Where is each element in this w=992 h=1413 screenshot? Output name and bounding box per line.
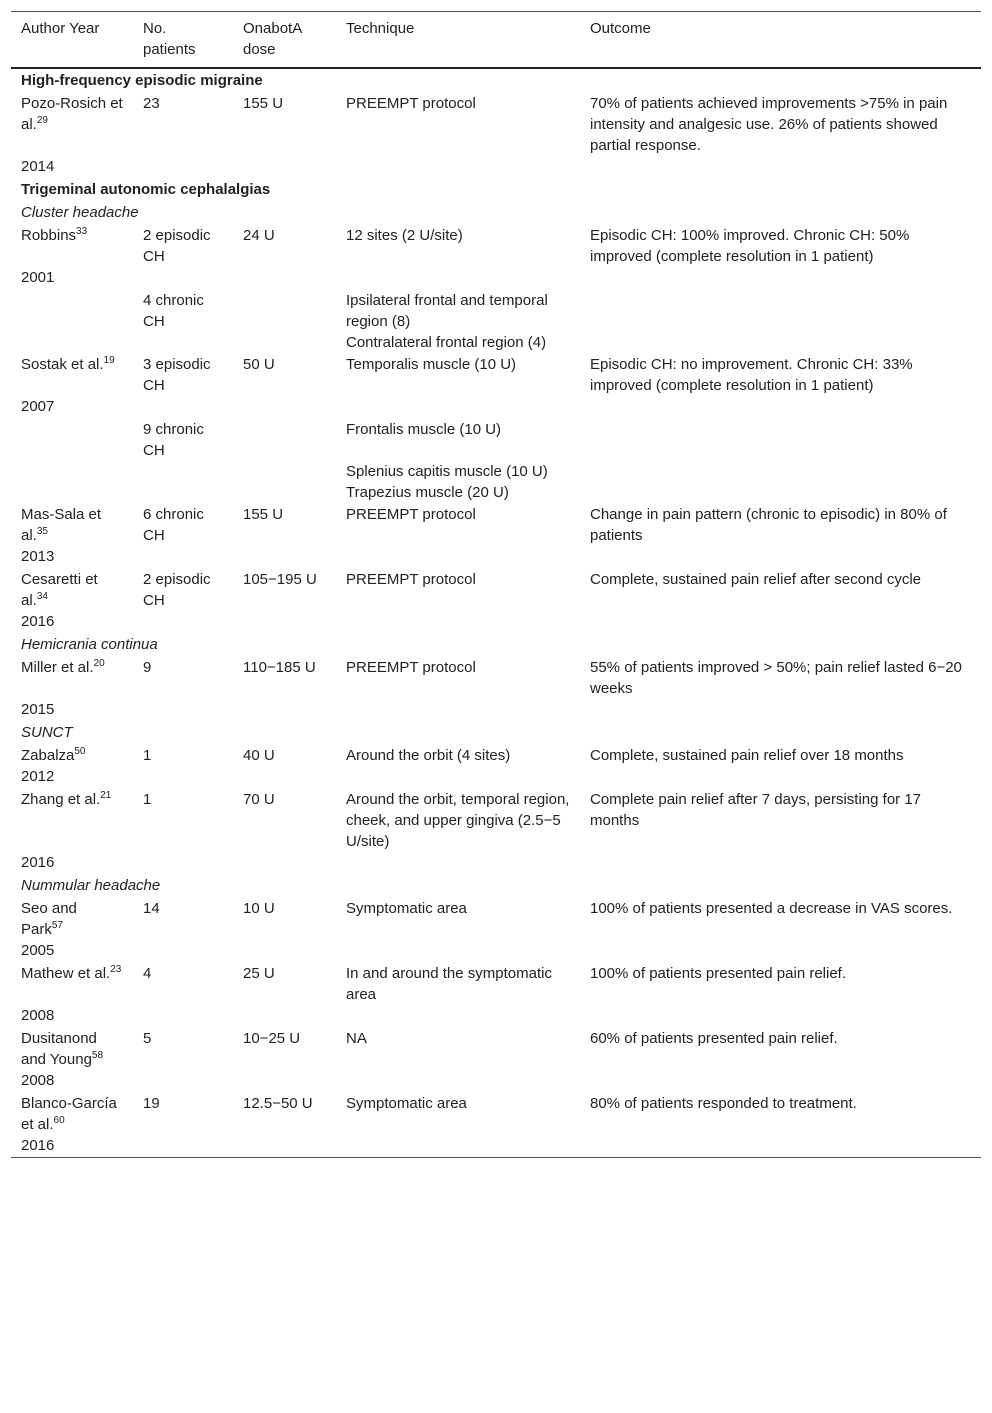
header-dose: OnabotA dose bbox=[233, 12, 336, 69]
cell-technique: Contralateral frontal region (4) bbox=[346, 334, 547, 351]
cell-patients: 1 bbox=[143, 747, 152, 764]
cell-patients: 6 chronic CH bbox=[143, 506, 204, 544]
header-author-year: Author Year bbox=[11, 12, 133, 69]
table-row-sostak-3 bbox=[11, 461, 981, 482]
cell-technique: Symptomatic area bbox=[346, 900, 467, 917]
author-name: Seo and Park bbox=[21, 900, 77, 938]
cell-year: 2008 bbox=[21, 1072, 55, 1089]
reference-number: 20 bbox=[93, 658, 105, 669]
author-name: Robbins bbox=[21, 227, 77, 244]
cell-technique: Around the orbit (4 sites) bbox=[346, 747, 511, 764]
table-row-seo bbox=[11, 897, 981, 940]
cell-patients: 3 episodic CH bbox=[143, 356, 211, 394]
cell-dose: 110−185 U bbox=[243, 659, 316, 676]
cell-patients: 14 bbox=[143, 900, 160, 917]
table-row-massala bbox=[11, 503, 981, 546]
table-row-pozo bbox=[11, 92, 981, 156]
table-row-miller-year bbox=[11, 699, 981, 721]
section-title: Trigeminal autonomic cephalalgias bbox=[21, 181, 271, 198]
cell-author bbox=[11, 92, 133, 156]
table-body bbox=[11, 68, 981, 1158]
cell-year: 2001 bbox=[21, 269, 55, 286]
cell-patients: 19 bbox=[143, 1095, 160, 1112]
author-name: Mas-Sala et al. bbox=[21, 506, 102, 544]
subsection-title: Hemicrania continua bbox=[21, 636, 158, 653]
cell-dose: 105−195 U bbox=[243, 571, 317, 588]
cell-author bbox=[11, 353, 133, 396]
cell-technique: In and around the symptomatic area bbox=[346, 965, 552, 1003]
cell-year: 2012 bbox=[21, 768, 55, 785]
cell-author bbox=[11, 568, 133, 611]
reference-number: 29 bbox=[36, 115, 48, 126]
cell-technique: PREEMPT protocol bbox=[346, 571, 476, 588]
cell-year: 2015 bbox=[21, 701, 55, 718]
table-row-robbins-2 bbox=[11, 289, 981, 332]
cell-outcome: 100% of patients presented pain relief. bbox=[590, 965, 847, 982]
cell-dose: 12.5−50 U bbox=[243, 1095, 313, 1112]
cell-technique: PREEMPT protocol bbox=[346, 506, 476, 523]
cell-outcome: Episodic CH: no improvement. Chronic CH: 33% improved (complete resolution in 1 patient) bbox=[590, 356, 913, 394]
table-row-sostak bbox=[11, 353, 981, 396]
table-row-seo-year bbox=[11, 940, 981, 962]
cell-dose: 155 U bbox=[243, 95, 284, 112]
reference-number: 33 bbox=[76, 226, 88, 237]
cell-outcome: Complete, sustained pain relief over 18 months bbox=[590, 747, 904, 764]
cell-technique: Trapezius muscle (20 U) bbox=[346, 484, 509, 501]
subsection-title: Cluster headache bbox=[21, 204, 139, 221]
author-name: Sostak et al. bbox=[21, 356, 104, 373]
cell-author bbox=[11, 1092, 133, 1135]
reference-number: 35 bbox=[36, 526, 48, 537]
cell-technique: Symptomatic area bbox=[346, 1095, 467, 1112]
cell-year: 2005 bbox=[21, 942, 55, 959]
subsection-title: SUNCT bbox=[21, 724, 73, 741]
table-row-blanco-year bbox=[11, 1135, 981, 1158]
cell-author bbox=[11, 744, 133, 766]
table-row-dusitanond bbox=[11, 1027, 981, 1070]
table-row-dusitanond-year bbox=[11, 1070, 981, 1092]
table-row-cesaretti bbox=[11, 568, 981, 611]
section-title: High-frequency episodic migraine bbox=[21, 72, 263, 89]
cell-outcome: 55% of patients improved > 50%; pain relief lasted 6−20 weeks bbox=[590, 659, 962, 697]
reference-number: 50 bbox=[74, 746, 86, 757]
cell-technique: Splenius capitis muscle (10 U) bbox=[346, 463, 548, 480]
cell-patients: 4 bbox=[143, 965, 152, 982]
table-row-zabalza-year bbox=[11, 766, 981, 788]
cell-dose: 70 U bbox=[243, 791, 275, 808]
reference-number: 60 bbox=[53, 1115, 65, 1126]
reference-number: 57 bbox=[51, 920, 63, 931]
cell-author bbox=[11, 788, 133, 852]
table-row-blanco bbox=[11, 1092, 981, 1135]
table-row-zhang bbox=[11, 788, 981, 852]
cell-patients: 4 chronic CH bbox=[143, 292, 204, 330]
reference-number: 58 bbox=[91, 1050, 104, 1061]
table-row-robbins-year bbox=[11, 267, 981, 289]
cell-outcome: Complete pain relief after 7 days, persisting for 17 months bbox=[590, 791, 922, 829]
table-row-massala-year bbox=[11, 546, 981, 568]
cell-outcome: Episodic CH: 100% improved. Chronic CH: 50% improved (complete resolution in 1 patient) bbox=[590, 227, 910, 265]
subsection-title: Nummular headache bbox=[21, 877, 161, 894]
table-header bbox=[11, 12, 981, 69]
cell-technique: Temporalis muscle (10 U) bbox=[346, 356, 517, 373]
cell-dose: 155 U bbox=[243, 506, 284, 523]
table-row-mathew bbox=[11, 962, 981, 1005]
cell-patients: 1 bbox=[143, 791, 152, 808]
cell-technique: NA bbox=[346, 1030, 367, 1047]
cell-author bbox=[11, 656, 133, 699]
header-row bbox=[11, 12, 981, 69]
table-row-pozo-year bbox=[11, 156, 981, 178]
cell-dose: 24 U bbox=[243, 227, 275, 244]
table-row-zhang-year bbox=[11, 852, 981, 874]
author-name: Pozo-Rosich et al. bbox=[21, 95, 123, 133]
cell-dose: 50 U bbox=[243, 356, 275, 373]
cell-technique: PREEMPT protocol bbox=[346, 659, 476, 676]
cell-outcome: 60% of patients presented pain relief. bbox=[590, 1030, 838, 1047]
cell-technique: Frontalis muscle (10 U) bbox=[346, 421, 502, 438]
cell-dose: 10−25 U bbox=[243, 1030, 301, 1047]
reference-number: 23 bbox=[110, 964, 122, 975]
table-row-miller bbox=[11, 656, 981, 699]
cell-outcome: Change in pain pattern (chronic to episodic) in 80% of patients bbox=[590, 506, 947, 544]
cell-outcome: 80% of patients responded to treatment. bbox=[590, 1095, 857, 1112]
cell-year: 2014 bbox=[21, 158, 55, 175]
cell-dose: 10 U bbox=[243, 900, 275, 917]
cell-author bbox=[11, 224, 133, 267]
table-row-mathew-year bbox=[11, 1005, 981, 1027]
author-name: Dusitanond and Young bbox=[21, 1030, 97, 1068]
cell-year: 2007 bbox=[21, 398, 55, 415]
cell-year: 2013 bbox=[21, 548, 55, 565]
cell-year: 2016 bbox=[11, 1135, 133, 1158]
cell-author bbox=[11, 962, 133, 1005]
table-row-cesaretti-year bbox=[11, 611, 981, 633]
table-container bbox=[11, 11, 981, 1158]
cell-year: 2008 bbox=[21, 1007, 55, 1024]
cell-technique: 12 sites (2 U/site) bbox=[346, 227, 463, 244]
table-row-zabalza bbox=[11, 744, 981, 766]
subsection-row-nummular bbox=[11, 874, 981, 897]
header-technique: Technique bbox=[336, 12, 580, 69]
subsection-row-cluster bbox=[11, 201, 981, 224]
cell-author bbox=[11, 1027, 133, 1070]
cell-patients: 2 episodic CH bbox=[143, 571, 211, 609]
cell-patients: 23 bbox=[143, 95, 160, 112]
cell-author bbox=[11, 897, 133, 940]
author-name: Zabalza bbox=[21, 747, 75, 764]
table-row-robbins bbox=[11, 224, 981, 267]
cell-patients: 9 bbox=[143, 659, 152, 676]
reference-number: 34 bbox=[36, 591, 48, 602]
cell-outcome: 100% of patients presented a decrease in VAS scores. bbox=[590, 900, 953, 917]
cell-year: 2016 bbox=[21, 613, 55, 630]
cell-dose: 25 U bbox=[243, 965, 275, 982]
table-row-sostak-4 bbox=[11, 482, 981, 503]
header-outcome: Outcome bbox=[580, 12, 981, 69]
onabota-studies-table bbox=[11, 11, 981, 1158]
header-no-patients: No. patients bbox=[133, 12, 233, 69]
cell-outcome: 70% of patients achieved improvements >75% in pain intensity and analgesic use. 26% of patients showed partial response. bbox=[590, 95, 948, 154]
cell-patients: 2 episodic CH bbox=[143, 227, 211, 265]
reference-number: 21 bbox=[100, 790, 112, 801]
subsection-row-sunct bbox=[11, 721, 981, 744]
author-name: Miller et al. bbox=[21, 659, 94, 676]
author-name: Cesaretti et al. bbox=[21, 571, 98, 609]
cell-dose: 40 U bbox=[243, 747, 275, 764]
cell-patients: 9 chronic CH bbox=[143, 421, 204, 459]
section-row-tac bbox=[11, 178, 981, 201]
table-row-sostak-year bbox=[11, 396, 981, 418]
cell-technique: PREEMPT protocol bbox=[346, 95, 476, 112]
reference-number: 19 bbox=[103, 355, 115, 366]
author-name: Zhang et al. bbox=[21, 791, 101, 808]
cell-technique: Around the orbit, temporal region, cheek, and upper gingiva (2.5−5 U/site) bbox=[346, 791, 570, 850]
cell-outcome: Complete, sustained pain relief after second cycle bbox=[590, 571, 922, 588]
author-name: Blanco-García et al. bbox=[21, 1095, 117, 1133]
table-row-robbins-3 bbox=[11, 332, 981, 353]
subsection-row-hemicrania bbox=[11, 633, 981, 656]
table-row-sostak-2 bbox=[11, 418, 981, 461]
section-row-hfem bbox=[11, 68, 981, 92]
author-name: Mathew et al. bbox=[21, 965, 111, 982]
cell-patients: 5 bbox=[143, 1030, 152, 1047]
cell-technique: Ipsilateral frontal and temporal region (8) bbox=[346, 292, 548, 330]
cell-year: 2016 bbox=[21, 854, 55, 871]
cell-author bbox=[11, 503, 133, 546]
